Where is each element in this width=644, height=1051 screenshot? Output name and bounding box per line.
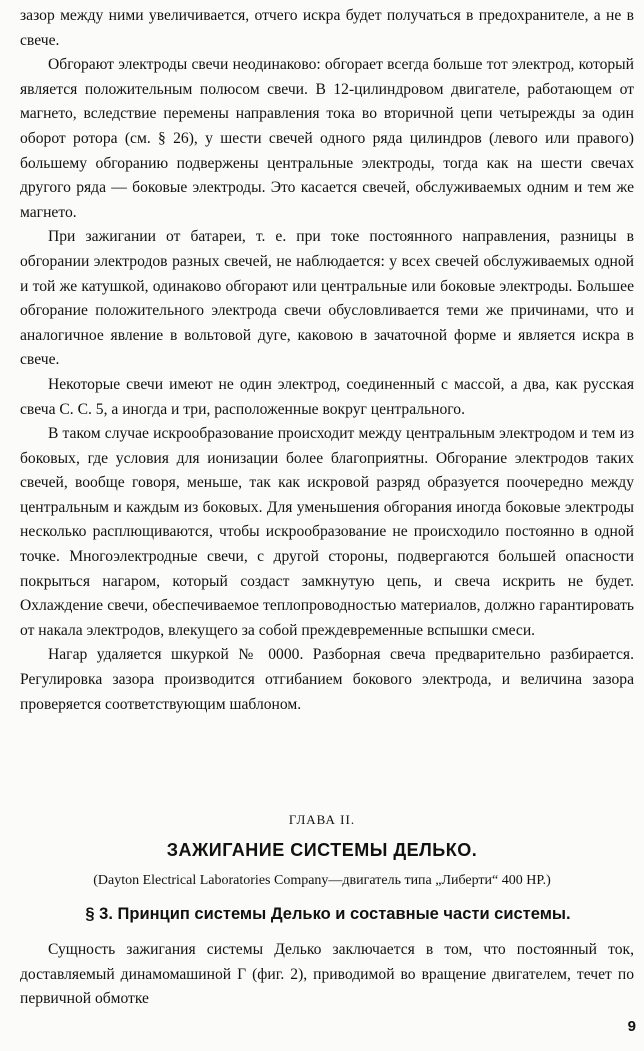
section-paragraph: Сущность зажигания системы Делько заключается в том, что постоянный ток, доставляемый динамомашиной Г (фиг. 2), приводимой во вращение двигателем, течет по первичной обмотке [20,941,634,1008]
paragraph-electrode-wear: Обгорают электроды свечи неодинаково: обгорает всегда больше тот электрод, который является положительным полюсом свечи. В 12-цилиндровом двигателе, работающем от магнето, вследствие перемены направления тока во вторичной цепи четырежды за один оборот ротора (см. § 26), у шести свечей одного ряда цилиндров (левого или правого) большему обгоранию подвержены центральные электроды, тогда как на шести свечах другого ряда — боковые электроды. Это касается свечей, обслуживаемых одним и тем же магнето. [20,56,634,221]
paragraph-multi-electrode: Некоторые свечи имеют не один электрод, соединенный с массой, а два, как русская свеча С. С. 5, а иногда и три, расположенные вокруг центрального. [20,375,634,418]
body-text [20,4,634,717]
section-body [20,938,634,1012]
paragraph-deposit-removal: Нагар удаляется шкуркой № 0000. Разборная свеча предварительно разбирается. Регулировка зазора производится отгибанием бокового электрода, и величина зазора проверяется соответствующим шаблоном. [20,646,634,713]
section-heading: § 3. Принцип системы Делько и составные части системы. [85,905,571,923]
chapter-title: ЗАЖИГАНИЕ СИСТЕМЫ ДЕЛЬКО. [166,840,478,860]
chapter-label: ГЛАВА II. [288,812,356,827]
chapter-subtitle: (Dayton Electrical Laboratories Company—двигатель типа „Либерти“ 400 HP.) [93,873,551,888]
paragraph-battery-ignition: При зажигании от батареи, т. е. при токе постоянного направления, разницы в обгорании электродов разных свечей, не наблюдается: у всех свечей обслуживаемых одной и той же катушкой, одинаково обгорают или центральные или боковые электроды. Большее обгорание положительного электрода свечи обусловливается теми же причинами, что и аналогичное явление в вольтовой дуге, каковою в зачаточной форме и является искра в свече. [20,228,634,369]
paragraph-continuation: зазор между ними увеличивается, отчего искра будет получаться в предохранителе, а не в свече. [20,7,634,49]
page-number: 9 [627,1018,636,1035]
paragraph-spark-formation: В таком случае искрообразование происходит между центральным электродом и тем из боковых, где условия для ионизации более благоприятны. Обгорание электродов таких свечей, вообще говоря, меньше, так как искровой разряд образуется поочередно между центральным и каждым из боковых. Для уменьшения обгорания иногда боковые электроды несколько расплющиваются, чтобы искрообразование не происходило постоянно в одной точке. Многоэлектродные свечи, с другой стороны, подвергаются большей опасности покрыться нагаром, который создаст замкнутую цепь, и свеча искрить не будет. Охлаждение свечи, обеспечиваемое теплопроводностью материалов, должно гарантировать от накала электродов, влекущего за собой преждевременные вспышки смеси. [20,425,634,639]
